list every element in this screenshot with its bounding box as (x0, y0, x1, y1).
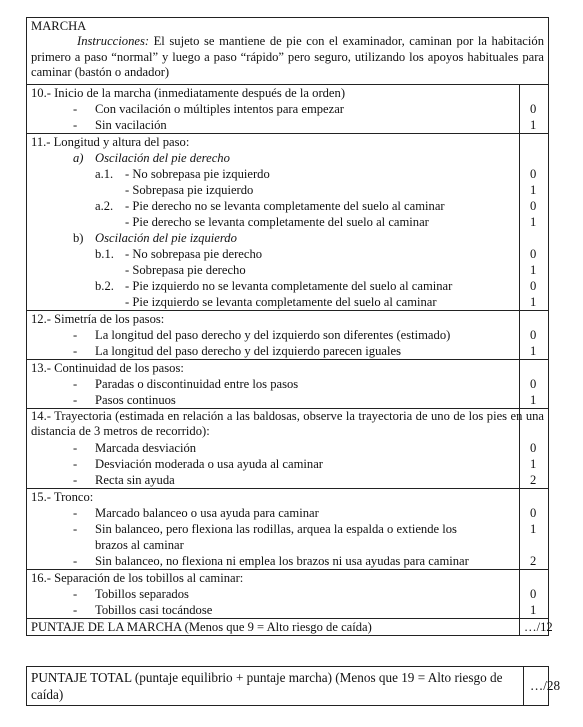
option-score: 0 (530, 376, 537, 391)
option-text: Pasos continuos (95, 392, 176, 407)
item-11 (27, 134, 548, 311)
option-text: Con vacilación o múltiples intentos para empezar (95, 101, 344, 116)
option-row: - Marcado balanceo o usa ayuda para caminar 0 (73, 505, 537, 520)
item-heading: 13.- Continuidad de los pasos: (31, 360, 184, 375)
option-score: 0 (530, 166, 537, 181)
option-row (27, 214, 548, 230)
option-row: - Marcada desviación 0 (73, 440, 537, 455)
puntaje-marcha-label: PUNTAJE DE LA MARCHA (Menos que 9 = Alto riesgo de caída) (31, 619, 372, 634)
option-text: - Pie izquierdo se levanta completamente del suelo al caminar (125, 294, 437, 309)
option-score: 1 (530, 182, 537, 197)
option-text: - No sobrepasa pie izquierdo (125, 166, 270, 181)
puntaje-total-label: PUNTAJE TOTAL (puntaje equilibrio + puntaje marcha) (Menos que 19 = Alto riesgo de caída) (31, 670, 503, 702)
option-score: 0 (530, 440, 537, 455)
option-row (27, 262, 548, 278)
option-row: - Recta sin ayuda 2 (73, 472, 537, 487)
option-row: b.1. - No sobrepasa pie derecho 0 (95, 246, 537, 261)
option-text: - Pie derecho se levanta completamente del suelo al caminar (125, 214, 429, 229)
option-text: Recta sin ayuda (95, 472, 175, 487)
option-score: 1 (530, 262, 537, 277)
score-column-divider (523, 667, 524, 705)
option-score: 1 (530, 602, 537, 617)
option-text: - Sobrepasa pie derecho (125, 262, 246, 277)
option-row: - Sin balanceo, pero flexiona las rodillas, arquea la espalda o extiende los 1 (73, 521, 537, 536)
option-text: Sin balanceo, pero flexiona las rodillas, arquea la espalda o extiende los (95, 521, 457, 536)
option-text: Tobillos separados (95, 586, 189, 601)
option-score: 1 (530, 343, 537, 358)
subsection-a: a) Oscilación del pie derecho (73, 150, 230, 165)
option-text: Tobillos casi tocándose (95, 602, 213, 617)
option-score: 1 (530, 521, 537, 536)
option-row: - Pasos continuos 1 (73, 392, 537, 407)
option-text: La longitud del paso derecho y del izquierdo parecen iguales (95, 343, 401, 358)
option-score: 1 (530, 456, 537, 471)
option-row: - Desviación moderada o usa ayuda al caminar 1 (73, 456, 537, 471)
option-score: 0 (530, 586, 537, 601)
puntaje-marcha-row (27, 619, 553, 635)
option-text: brazos al caminar (95, 537, 184, 552)
option-row (27, 294, 548, 310)
instructions (27, 34, 548, 84)
item-heading: 10.- Inicio de la marcha (inmediatamente después de la orden) (31, 85, 346, 100)
option-row: a.1. - No sobrepasa pie izquierdo 0 (95, 166, 537, 181)
option-text: - No sobrepasa pie derecho (125, 246, 263, 261)
instructions-label: Instrucciones: (77, 34, 150, 48)
section-title: MARCHA (31, 19, 87, 33)
item-10 (27, 85, 548, 134)
option-row: b.2. - Pie izquierdo no se levanta completamente del suelo al caminar 0 (95, 278, 537, 293)
item-16 (27, 570, 548, 619)
puntaje-marcha-score: …/12 (524, 619, 553, 634)
option-text: Sin balanceo, no flexiona ni emplea los brazos ni usa ayudas para caminar (95, 553, 469, 568)
item-heading: 11.- Longitud y altura del paso: (31, 134, 190, 149)
option-score: 0 (530, 505, 537, 520)
marcha-table (26, 17, 553, 636)
option-text: Desviación moderada o usa ayuda al caminar (95, 456, 323, 471)
item-13 (27, 360, 548, 409)
marcha-header (27, 18, 548, 85)
option-row: - La longitud del paso derecho y del izquierdo parecen iguales 1 (73, 343, 537, 358)
instructions-text: El sujeto se mantiene de pie con el examinador, caminan por la habitación primero a paso “normal” y luego a paso “rápido” pero seguro, utilizando los apoyos habituales para caminar (bastón o andador) (31, 34, 544, 79)
option-row: - La longitud del paso derecho y del izquierdo son diferentes (estimado) 0 (73, 327, 537, 342)
puntaje-total-score: …/28 (530, 678, 561, 693)
option-score: 1 (530, 294, 537, 309)
puntaje-total-table (26, 666, 561, 706)
option-row: - Sin balanceo, no flexiona ni emplea los brazos ni usa ayudas para caminar 2 (73, 553, 537, 568)
option-row: - Con vacilación o múltiples intentos para empezar 0 (73, 101, 537, 116)
item-heading: 15.- Tronco: (31, 489, 94, 504)
option-row: - Tobillos separados 0 (73, 586, 537, 601)
option-score: 0 (530, 101, 537, 116)
option-text: Paradas o discontinuidad entre los pasos (95, 376, 299, 391)
option-score: 1 (530, 214, 537, 229)
option-text: - Sobrepasa pie izquierdo (125, 182, 254, 197)
option-score: 0 (530, 327, 537, 342)
option-score: 1 (530, 117, 537, 132)
option-row-continued (27, 537, 548, 553)
option-row: - Sin vacilación 1 (73, 117, 537, 132)
option-row (27, 182, 548, 198)
option-row: a.2. - Pie derecho no se levanta completamente del suelo al caminar 0 (95, 198, 537, 213)
option-text: - Pie izquierdo no se levanta completamente del suelo al caminar (125, 278, 453, 293)
item-heading: 16.- Separación de los tobillos al caminar: (31, 570, 244, 585)
item-heading: 14.- Trayectoria (estimada en relación a las baldosas, observe la trayectoria de uno de los pies en una distancia de 3 metros de recorrido): (31, 408, 544, 438)
option-score: 1 (530, 392, 537, 407)
item-heading: 12.- Simetría de los pasos: (31, 311, 165, 326)
item-14 (27, 409, 548, 489)
option-score: 2 (530, 553, 537, 568)
option-row: - Tobillos casi tocándose 1 (73, 602, 537, 617)
subsection-b: b) Oscilación del pie izquierdo (73, 230, 237, 245)
item-15 (27, 489, 548, 570)
option-score: 0 (530, 278, 537, 293)
option-score: 0 (530, 246, 537, 261)
option-text: Marcado balanceo o usa ayuda para caminar (95, 505, 319, 520)
option-text: Marcada desviación (95, 440, 197, 455)
option-text: Sin vacilación (95, 117, 167, 132)
option-score: 2 (530, 472, 537, 487)
option-text: La longitud del paso derecho y del izquierdo son diferentes (estimado) (95, 327, 451, 342)
option-text: - Pie derecho no se levanta completamente del suelo al caminar (125, 198, 445, 213)
option-row: - Paradas o discontinuidad entre los pasos 0 (73, 376, 537, 391)
item-12 (27, 311, 548, 360)
option-score: 0 (530, 198, 537, 213)
